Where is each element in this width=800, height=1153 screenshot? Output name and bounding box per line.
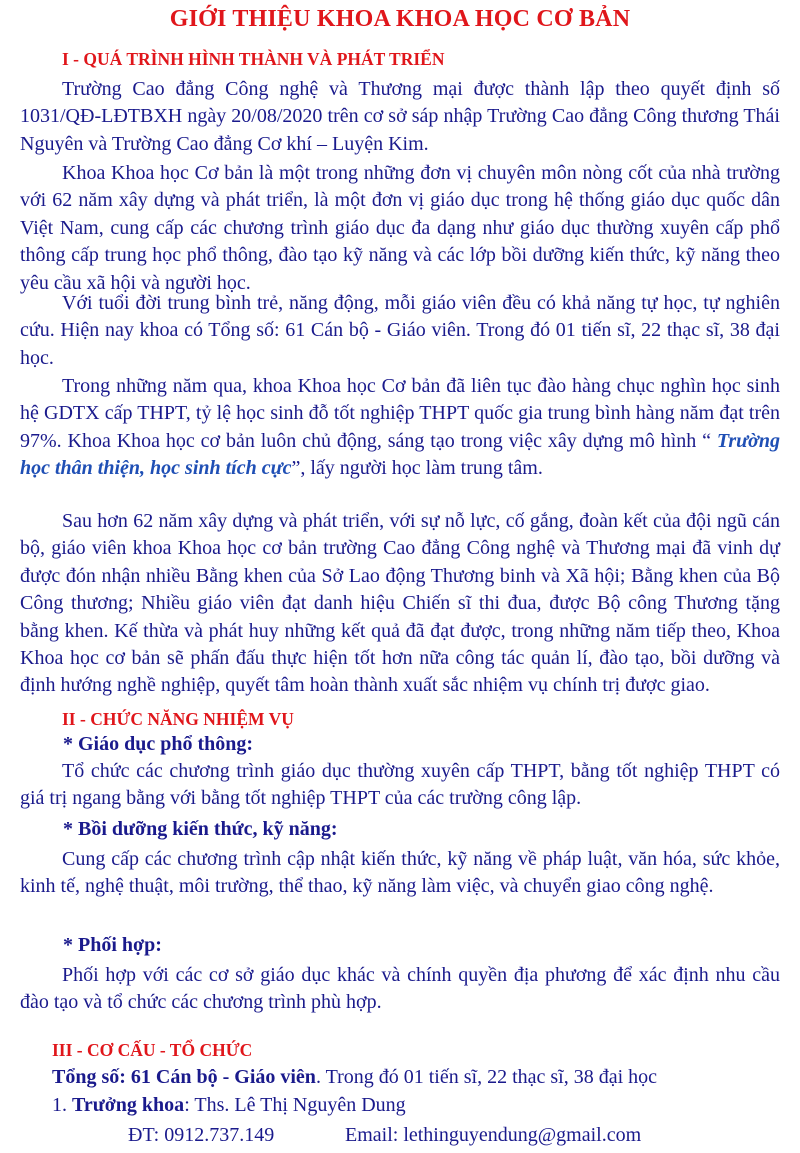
- paragraph-4-text-after: ”, lấy người học làm trung tâm.: [291, 457, 543, 480]
- dean-phone: ĐT: 0912.737.149: [128, 1124, 275, 1146]
- section-1-paragraph-4: [20, 373, 780, 483]
- page-title: GIỚI THIỆU KHOA KHOA HỌC CƠ BẢN: [169, 6, 631, 32]
- skills-training-text: Cung cấp các chương trình cập nhật kiến thức, kỹ năng về pháp luật, văn hóa, sức khỏe, kinh tế, nghệ thuật, môi trường, thể thao, kỹ năng làm việc, và chuyển giao công nghệ.: [20, 848, 780, 898]
- dean-email: Email: lethinguyendung@gmail.com: [345, 1124, 642, 1146]
- dean-line: [52, 1094, 406, 1117]
- dean-number: 1.: [52, 1094, 72, 1116]
- section-1-paragraph-1: Trường Cao đẳng Công nghệ và Thương mại được thành lập theo quyết định số 1031/QĐ-LĐTBXH ngày 20/08/2020 trên cơ sở sáp nhập Trường Cao đẳng Công thương Thái Nguyên và Trường Cao đẳng Cơ khí – Luyện Kim.: [20, 78, 780, 155]
- section-2-heading: II - CHỨC NĂNG NHIỆM VỤ: [62, 709, 294, 729]
- paragraph-4-text-before: Trong những năm qua, khoa Khoa học Cơ bản đã liên tục đào hàng chục nghìn học sinh hệ GDTX cấp THPT, tỷ lệ học sinh đỗ tốt nghiệp THPT quốc gia trung bình hàng năm đạt trên 97%. Khoa Khoa học cơ bản luôn chủ động, sáng tạo trong việc xây dựng mô hình “: [20, 375, 780, 452]
- sub-heading-general-education: * Giáo dục phổ thông:: [63, 733, 254, 755]
- section-1-paragraph-2: Khoa Khoa học Cơ bản là một trong những đơn vị chuyên môn nòng cốt của nhà trường với 62 năm xây dựng và phát triển, là một đơn vị giáo dục trong hệ thống giáo dục quốc dân Việt Nam, cung cấp các chương trình giáo dục đa dạng như giáo dục thường xuyên cấp phổ thông cấp trung học phổ thông, đào tạo kỹ năng và các lớp bồi dưỡng kiến thức, kỹ năng theo yêu cầu xã hội và người học.: [20, 162, 780, 294]
- staff-total-label: Tổng số: 61 Cán bộ - Giáo viên: [52, 1066, 316, 1088]
- coordination-text: Phối hợp với các cơ sở giáo dục khác và chính quyền địa phương để xác định nhu cầu đào tạo và tổ chức các chương trình phù hợp.: [20, 964, 780, 1014]
- general-education-text: Tổ chức các chương trình giáo dục thường xuyên cấp THPT, bằng tốt nghiệp THPT có giá trị ngang bằng với bằng tốt nghiệp THPT của các trường công lập.: [20, 760, 780, 810]
- sub-heading-skills-training: * Bồi dưỡng kiến thức, kỹ năng:: [63, 818, 338, 840]
- dean-name: : Ths. Lê Thị Nguyên Dung: [184, 1094, 406, 1116]
- section-3-heading: III - CƠ CẤU - TỔ CHỨC: [52, 1040, 253, 1060]
- paragraph-4-emphasis: Trường học thân thiện, học sinh tích cực: [20, 429, 780, 480]
- sub-heading-coordination: * Phối hợp:: [63, 934, 162, 956]
- dean-label: Trưởng khoa: [72, 1094, 185, 1116]
- staff-total-detail: . Trong đó 01 tiến sĩ, 22 thạc sĩ, 38 đại học: [315, 1066, 658, 1088]
- section-1-paragraph-3: Với tuổi đời trung bình trẻ, năng động, mỗi giáo viên đều có khả năng tự học, tự nghiên cứu. Hiện nay khoa có Tổng số: 61 Cán bộ - Giáo viên. Trong đó 01 tiến sĩ, 22 thạc sĩ, 38 đại học.: [20, 292, 780, 369]
- section-1-heading: I - QUÁ TRÌNH HÌNH THÀNH VÀ PHÁT TRIỂN: [62, 49, 445, 69]
- staff-total: [52, 1066, 657, 1089]
- section-1-paragraph-5: Sau hơn 62 năm xây dựng và phát triển, với sự nỗ lực, cố gắng, đoàn kết của đội ngũ cán bộ, giáo viên khoa Khoa học cơ bản trường Cao đẳng Công nghệ và Thương mại đã vinh dự được đón nhận nhiều Bằng khen của Sở Lao động Thương binh và Xã hội; Bằng khen của Bộ Công thương; Nhiều giáo viên đạt danh hiệu Chiến sĩ thi đua, được Bộ công Thương tặng bằng khen. Kế thừa và phát huy những kết quả đã đạt được, trong những năm tiếp theo, Khoa Khoa học cơ bản sẽ phấn đấu thực hiện tốt hơn nữa công tác quản lí, đào tạo, bồi dưỡng và định hướng nghề nghiệp, quyết tâm hoàn thành xuất sắc nhiệm vụ chính trị được giao.: [20, 510, 780, 697]
